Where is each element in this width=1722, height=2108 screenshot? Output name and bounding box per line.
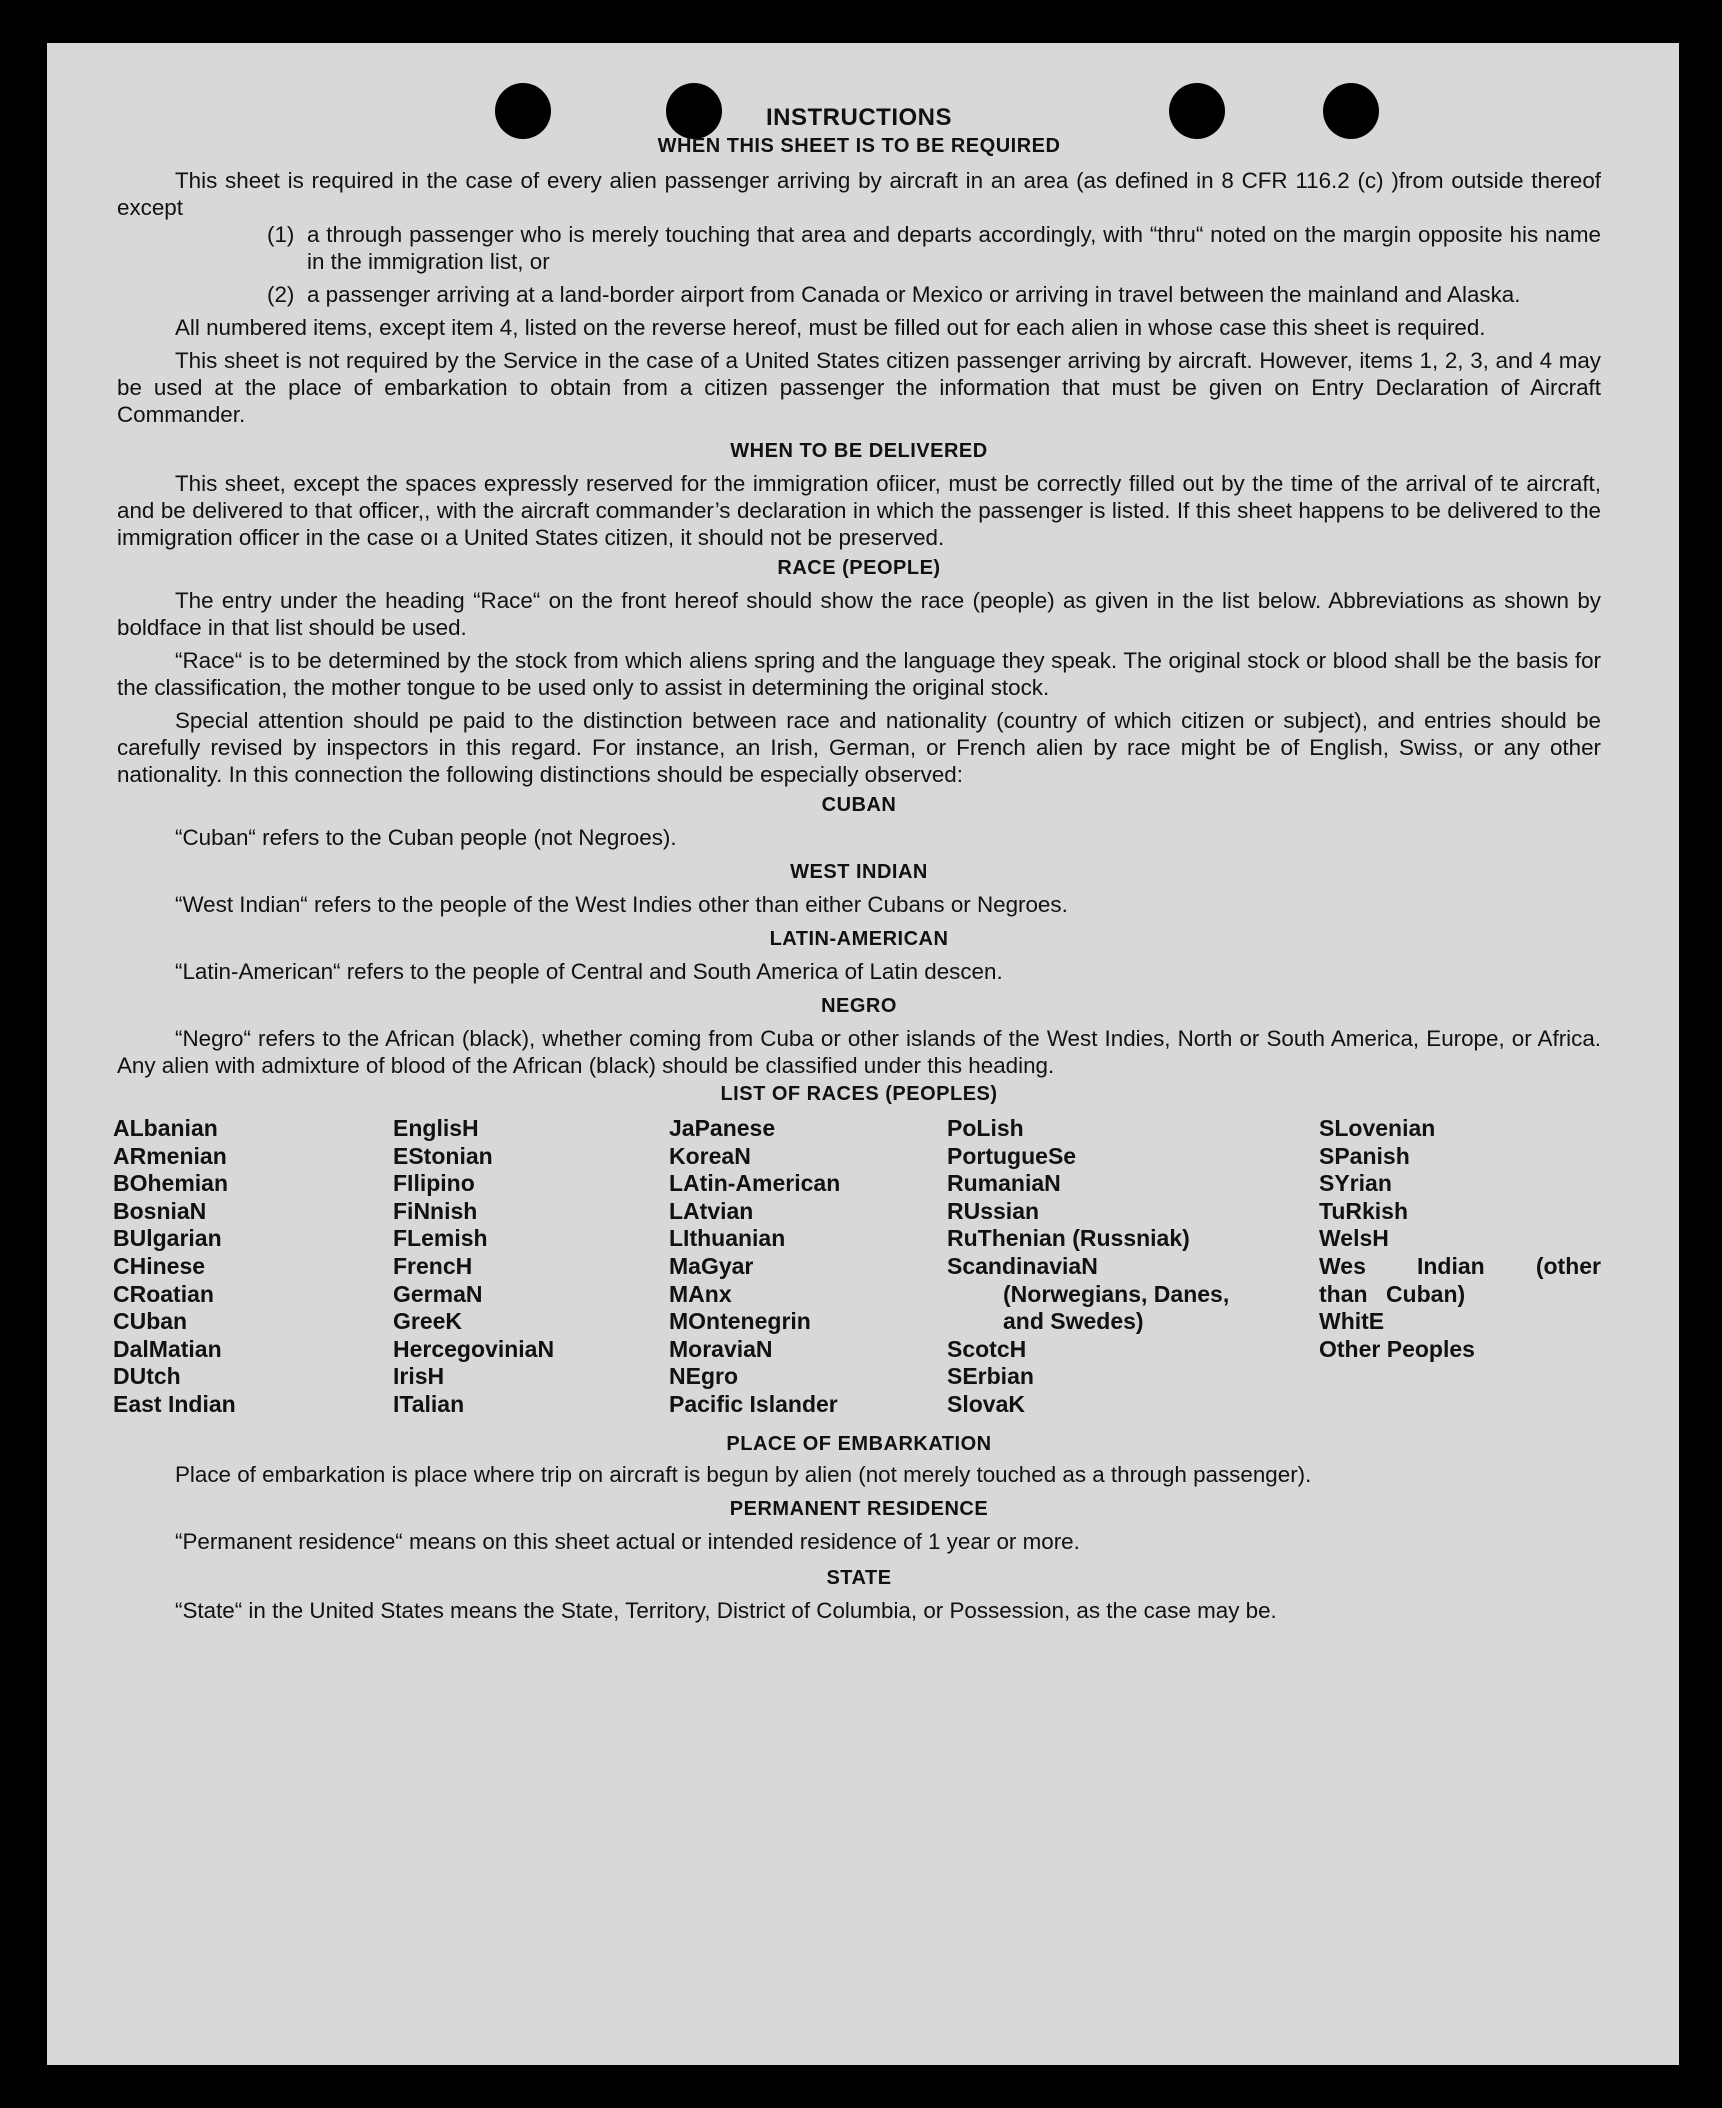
race-item: MaGyar [669,1252,754,1279]
race-item: TuRkish [1319,1197,1409,1224]
race-item: ALbanian [113,1115,218,1141]
races-heading: LIST OF RACES (PEOPLES) [720,1083,998,1105]
paragraph: Special attention should pe paid to the distinction between race and nationality (country of which citizen or subject), and entries should be carefully revised by inspectors in this regard. For instance, an Irish, German, or French alien by race might be of English, Swiss, or any other nationality. In this connection the following distinctions should be especially observed: [117,708,1601,787]
section-heading: WHEN THIS SHEET IS TO BE REQUIRED [657,135,1061,157]
race-item: CRoatian [113,1280,214,1307]
race-item: HercegovinіaN [393,1335,555,1362]
section-heading: WHEN TO BE DELIVERED [730,440,988,462]
race-item: LAtvian [669,1197,754,1224]
section-heading: PLACE OF EMBARKATION [726,1433,992,1455]
section-heading: PERMANENT RESIDENCE [729,1498,989,1520]
race-item: BOhemian [113,1170,229,1197]
races-column [113,1115,236,1419]
race-item: SErbian [947,1363,1034,1390]
race-item: MOntenegrin [669,1308,811,1335]
race-item: Pacific Islander [669,1390,838,1417]
page-title: INSTRUCTIONS [766,104,952,131]
race-item: MoraviaN [669,1335,773,1362]
instructions-content [113,103,1601,1624]
definition-heading: CUBAN [821,794,897,816]
race-item: FiNnish [393,1197,478,1224]
race-item: FrencH [393,1252,473,1279]
paragraph: Place of embarkation is place where trip on aircraft is begun by alien (not merely touched as a through passenger). [175,1462,1312,1487]
race-item: SYrian [1319,1170,1392,1197]
race-item: RuThenian (Russniak) [947,1225,1190,1252]
race-item: ScandinaviaN (Norwegians, Danes, and Swedes) [947,1252,1230,1335]
race-item: IrisH [393,1363,445,1390]
race-item: Wes Indian (other than Cuban) [1319,1252,1601,1307]
races-list [113,1115,1601,1427]
definition-text: “West Indian“ refers to the people of the West Indies other than either Cubans or Negroes. [175,892,1068,917]
race-item: RumaniaN [947,1170,1061,1197]
paragraph: “State“ in the United States means the State, Territory, District of Columbia, or Possession, as the case may be. [175,1598,1277,1623]
race-item: DUtch [113,1363,181,1390]
races-column [1319,1115,1601,1363]
race-item: BUlgarian [113,1225,222,1252]
races-column [393,1115,554,1419]
race-item: WhitE [1319,1308,1385,1335]
definition-text: “Latin-American“ refers to the people of Central and South America of Latin descen. [175,959,1003,984]
race-item: SPanish [1319,1142,1410,1169]
race-item: DalMatian [113,1335,222,1362]
races-column [947,1115,1247,1419]
race-item: East Indian [113,1390,236,1417]
definition-text: “Negro“ refers to the African (black), whether coming from Cuba or other islands of the West Indies, North or South America, Europe, or Africa. Any alien with admixture of blood of the African (black) should be classified under this heading. [117,1026,1601,1078]
race-item: RUssian [947,1197,1040,1224]
definition-heading: NEGRO [821,995,897,1017]
definition-text: “Cuban“ refers to the Cuban people (not Negroes). [175,825,677,850]
paragraph: The entry under the heading “Race“ on the front hereof should show the race (people) as given in the list below. Abbreviations as shown by boldface in that list should be used. [117,588,1601,640]
race-item: EStonian [393,1142,493,1169]
race-item: CHinese [113,1252,206,1279]
exceptions-list [267,221,1601,308]
race-item: ITalian [393,1390,465,1417]
race-item: GermaN [393,1280,483,1307]
race-item: GreeK [393,1308,463,1335]
race-item: Other Peoples [1319,1335,1475,1362]
race-item: LAtin-American [669,1170,841,1197]
section-heading: RACE (PEOPLE) [777,557,941,579]
race-item: ARmenian [113,1142,227,1169]
definition-heading: WEST INDIAN [790,861,928,883]
race-item: ScotcH [947,1335,1027,1362]
list-item: (1) a through passenger who is merely touching that area and departs accordingly, with “thru“ noted on the margin opposite his name in the immigration list, or [267,222,1601,274]
race-item: SlovaK [947,1390,1025,1417]
race-item: KoreaN [669,1142,751,1169]
race-item: MAnx [669,1280,732,1307]
race-item: EnglisH [393,1115,479,1141]
definition-heading: LATIN-AMERICAN [769,928,949,950]
paragraph: All numbered items, except item 4, listed on the reverse hereof, must be filled out for each alien in whose case this sheet is required. [175,315,1486,340]
races-column [669,1115,840,1419]
race-item: SLovenian [1319,1115,1436,1141]
race-item: JaPanese [669,1115,776,1141]
race-item: PoLish [947,1115,1024,1141]
race-item: WelsH [1319,1225,1389,1252]
race-item: PortugueSe [947,1142,1077,1169]
paragraph: “Race“ is to be determined by the stock from which aliens spring and the language they speak. The original stock or blood shall be the basis for the classification, the mother tongue to be used only to assist in determining the original stock. [117,648,1601,700]
document-sheet [47,43,1679,2065]
paragraph: “Permanent residence“ means on this sheet actual or intended residence of 1 year or more. [175,1529,1080,1554]
paragraph: This sheet, except the spaces expressly reserved for the immigration ofiicer, must be correctly filled out by the time of the arrival of te aircraft, and be delivered to that officer,, with the aircraft commander’s declaration in which the passenger is listed. If this sheet happens to be delivered to the immigration officer in the case oı a United States citizen, it should not be preserved. [117,471,1601,550]
list-item: (2) a passenger arriving at a land-border airport from Canada or Mexico or arriving in travel between the mainland and Alaska. [267,282,1521,307]
race-item: LIthuanian [669,1225,786,1252]
paragraph: This sheet is required in the case of every alien passenger arriving by aircraft in an area (as defined in 8 CFR 116.2 (c) )from outside thereof except [117,168,1601,220]
race-item: FIlipino [393,1170,475,1197]
race-item: CUban [113,1308,188,1335]
race-item: BosniaN [113,1197,207,1224]
race-item: NEgro [669,1363,738,1390]
paragraph: This sheet is not required by the Service in the case of a United States citizen passenger arriving by aircraft. However, items 1, 2, 3, and 4 may be used at the place of embarkation to obtain from a citizen passenger the information that must be given on Entry Declaration of Aircraft Commander. [117,348,1601,427]
section-heading: STATE [826,1567,892,1589]
race-item: FLemish [393,1225,488,1252]
